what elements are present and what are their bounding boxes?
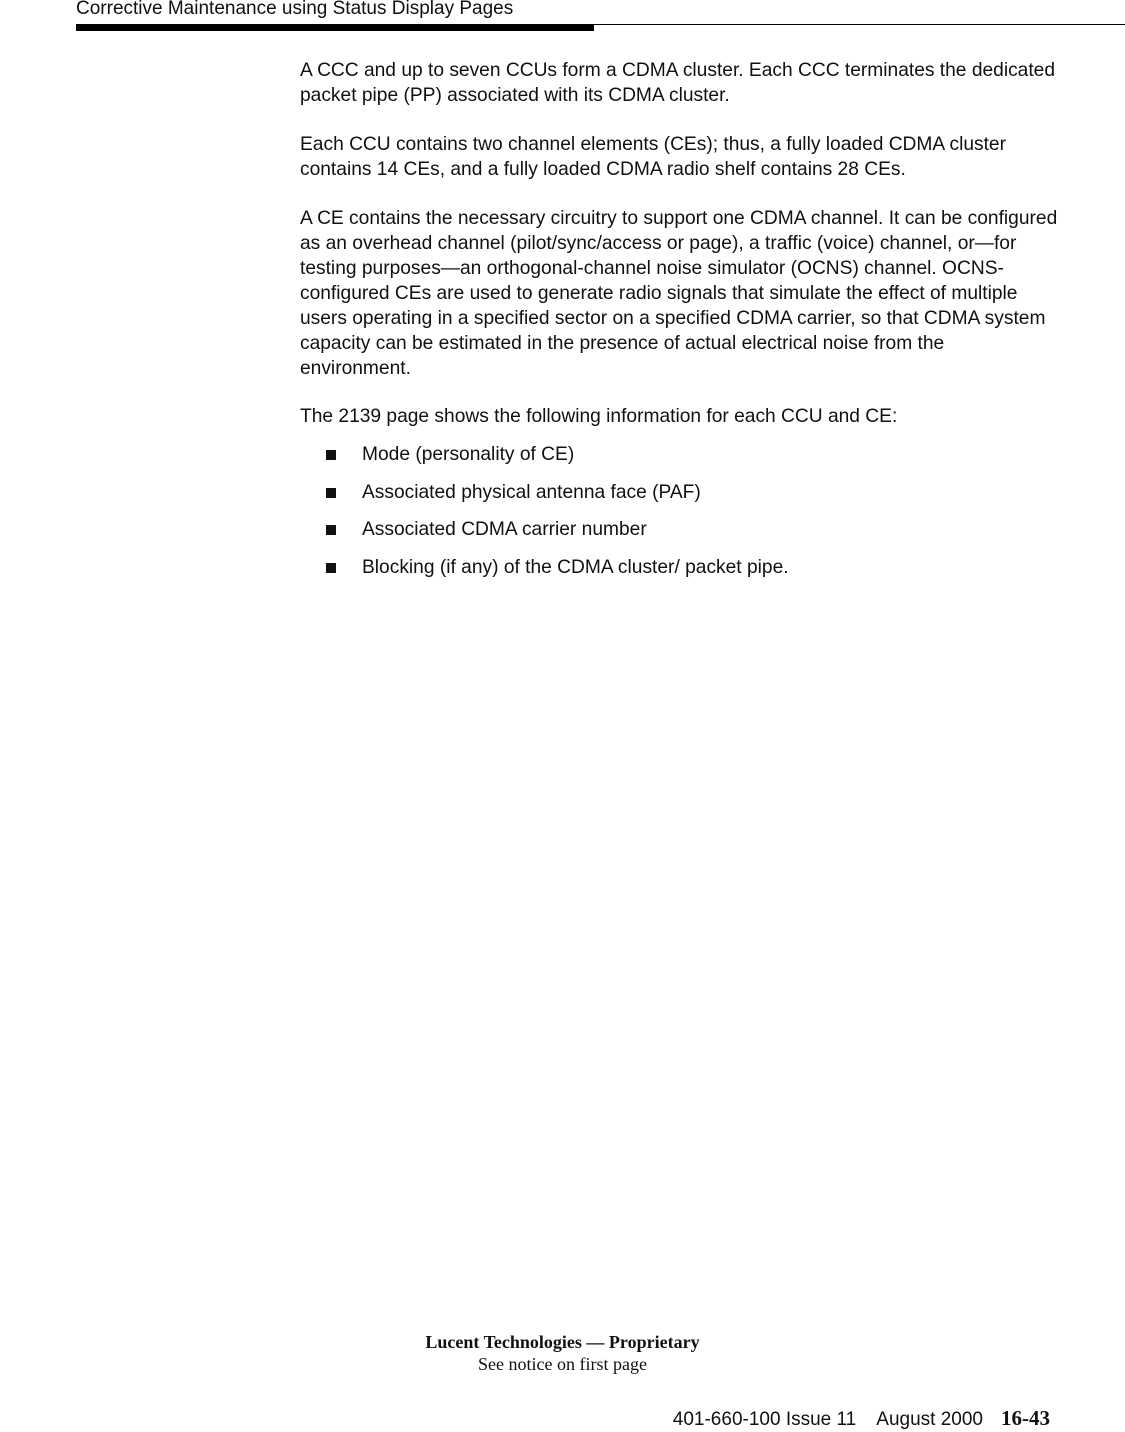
header-title: Corrective Maintenance using Status Display Pages [76,0,514,19]
paragraph-cluster: A CCC and up to seven CCUs form a CDMA cluster. Each CCC terminates the dedicated packet pipe (PP) associated with its CDMA cluster. [300,60,1056,106]
list-item [300,442,1060,467]
list-item [300,517,1060,542]
list-item-text: Mode (personality of CE) [362,444,575,465]
paragraph-ce-description: A CE contains the necessary circuitry to support one CDMA channel. It can be configured as an overhead channel (pilot/sync/access or page), a traffic (voice) channel, or—for testing purposes—an orthogonal-channel noise simulator (OCNS) channel. OCNS-configured CEs are used to generate radio signals that simulate the effect of multiple users operating in a specified sector on a specified CDMA carrier, so that CDMA system capacity can be estimated in the presence of actual electrical noise from the environment. [300,208,1058,379]
list-item [300,480,1060,505]
body-text [300,58,1060,580]
footer-doc-id: 401-660-100 Issue 11 August 2000 [672,1409,983,1430]
square-bullet-icon [326,450,336,460]
paragraph-channel-elements: Each CCU contains two channel elements (CEs); thus, a fully loaded CDMA cluster contains 14 CEs, and a fully loaded CDMA radio shelf contains 28 CEs. [300,134,1006,180]
list-item-text: Blocking (if any) of the CDMA cluster/ packet pipe. [362,556,789,578]
footer-doc-info [0,1406,1050,1432]
header-thick-rule [76,25,594,31]
square-bullet-icon [326,563,336,573]
list-item [300,555,1060,580]
list-item-text: Associated CDMA carrier number [362,519,647,540]
info-bullet-list [300,442,1060,580]
footer-notice: See notice on first page [478,1354,647,1374]
footer-company: Lucent Technologies — Proprietary [425,1332,700,1352]
page-number: 16-43 [1001,1406,1050,1430]
square-bullet-icon [326,525,336,535]
square-bullet-icon [326,488,336,498]
list-item-text: Associated physical antenna face (PAF) [362,481,701,503]
paragraph-page-info: The 2139 page shows the following information for each CCU and CE: [300,406,898,427]
